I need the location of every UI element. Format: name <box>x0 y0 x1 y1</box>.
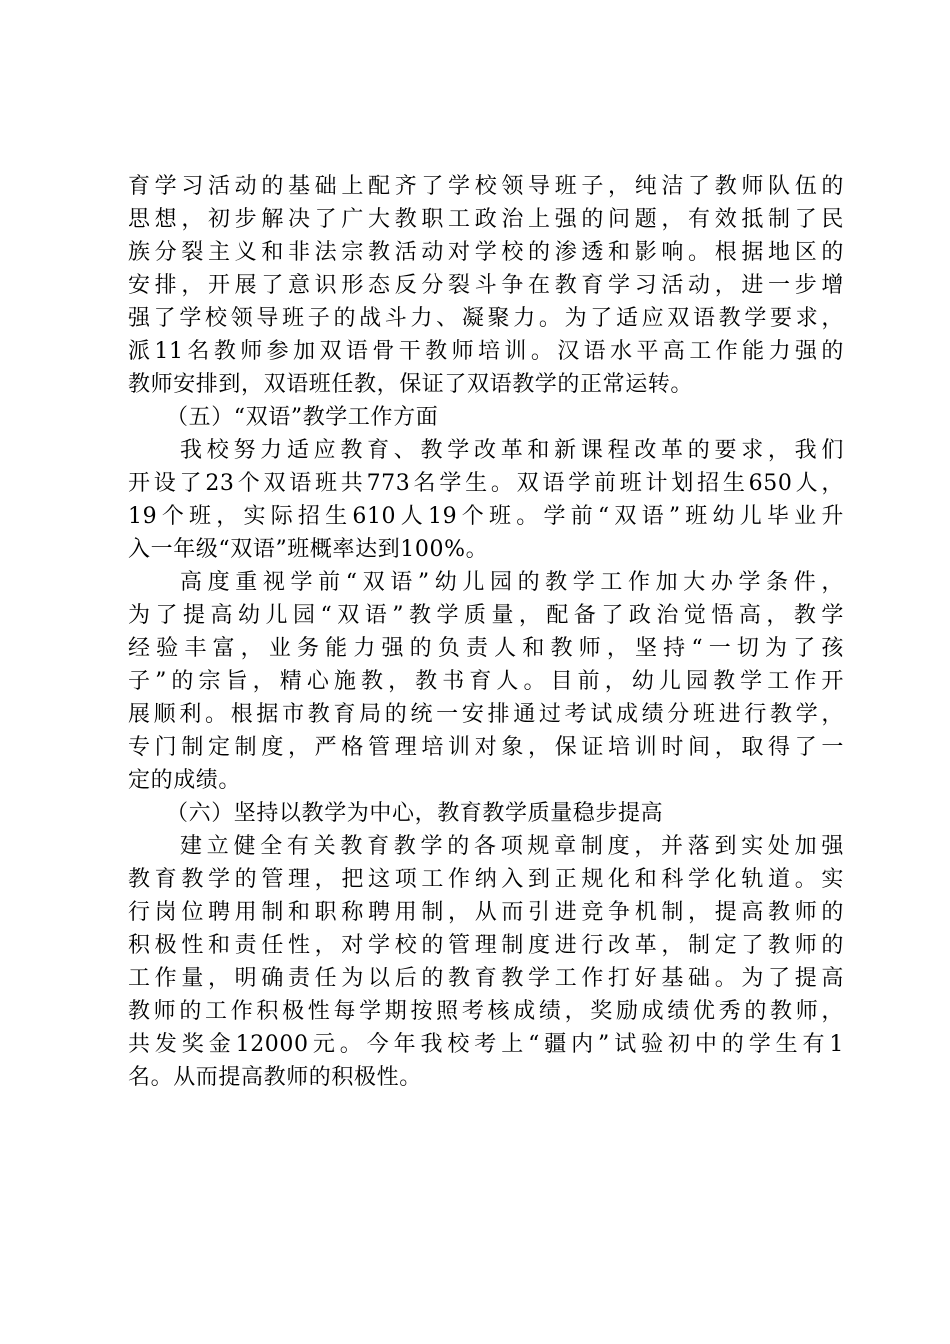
document-body <box>128 170 844 1094</box>
text-line: 专门制定制度，严格管理培训对象，保证培训时间，取得了一 <box>128 735 844 760</box>
paragraph-bilingual-classes <box>128 434 844 566</box>
text-line: 族分裂主义和非法宗教活动对学校的渗透和影响。根据地区的 <box>128 240 844 265</box>
section-heading-6 <box>128 797 844 830</box>
heading-text: （五）“双语”教学工作方面 <box>166 405 439 430</box>
text-line: 高度重视学前“双语”幼儿园的教学工作加大办学条件， <box>180 570 844 595</box>
text-line: 教师的工作积极性每学期按照考核成绩，奖励成绩优秀的教师， <box>128 999 844 1024</box>
text-line: 展顺利。根据市教育局的统一安排通过考试成绩分班进行教学， <box>128 702 844 727</box>
text-line: 教师安排到，双语班任教，保证了双语教学的正常运转。 <box>128 372 694 397</box>
text-line: 行岗位聘用制和职称聘用制，从而引进竞争机制，提高教师的 <box>128 900 844 925</box>
paragraph-kindergarten <box>128 566 844 797</box>
text-line: 教育教学的管理，把这项工作纳入到正规化和科学化轨道。实 <box>128 867 844 892</box>
text-line: 定的成绩。 <box>128 768 242 793</box>
text-line: 工作量，明确责任为以后的教育教学工作打好基础。为了提高 <box>128 966 844 991</box>
paragraph-teaching-quality <box>128 830 844 1094</box>
text-line: 我校努力适应教育、教学改革和新课程改革的要求，我们 <box>180 438 844 463</box>
text-line: 积极性和责任性，对学校的管理制度进行改革，制定了教师的 <box>128 933 844 958</box>
section-heading-5 <box>128 401 844 434</box>
text-line: 名。从而提高教师的积极性。 <box>128 1065 422 1090</box>
text-line: 思想，初步解决了广大教职工政治上强的问题，有效抵制了民 <box>128 207 844 232</box>
heading-text: （六）坚持以教学为中心，教育教学质量稳步提高 <box>166 801 664 826</box>
text-line: 育学习活动的基础上配齐了学校领导班子，纯洁了教师队伍的 <box>128 174 844 199</box>
text-line: 派11名教师参加双语骨干教师培训。汉语水平高工作能力强的 <box>128 339 844 364</box>
text-line: 经验丰富，业务能力强的负责人和教师，坚持“一切为了孩 <box>128 636 844 661</box>
text-line: 19个班，实际招生610人19个班。学前“双语”班幼儿毕业升 <box>128 504 844 529</box>
paragraph-continuation <box>128 170 844 401</box>
text-line: 安排，开展了意识形态反分裂斗争在教育学习活动，进一步增 <box>128 273 844 298</box>
text-line: 子”的宗旨，精心施教，教书育人。目前，幼儿园教学工作开 <box>128 669 844 694</box>
text-line: 强了学校领导班子的战斗力、凝聚力。为了适应双语教学要求， <box>128 306 844 331</box>
text-line: 开设了23个双语班共773名学生。双语学前班计划招生650人， <box>128 471 844 496</box>
text-line: 为了提高幼儿园“双语”教学质量，配备了政治觉悟高，教学 <box>128 603 844 628</box>
text-line: 建立健全有关教育教学的各项规章制度，并落到实处加强 <box>180 834 844 859</box>
text-line: 共发奖金12000元。今年我校考上“疆内”试验初中的学生有1 <box>128 1032 844 1057</box>
text-line: 入一年级“双语”班概率达到100%。 <box>128 537 489 562</box>
